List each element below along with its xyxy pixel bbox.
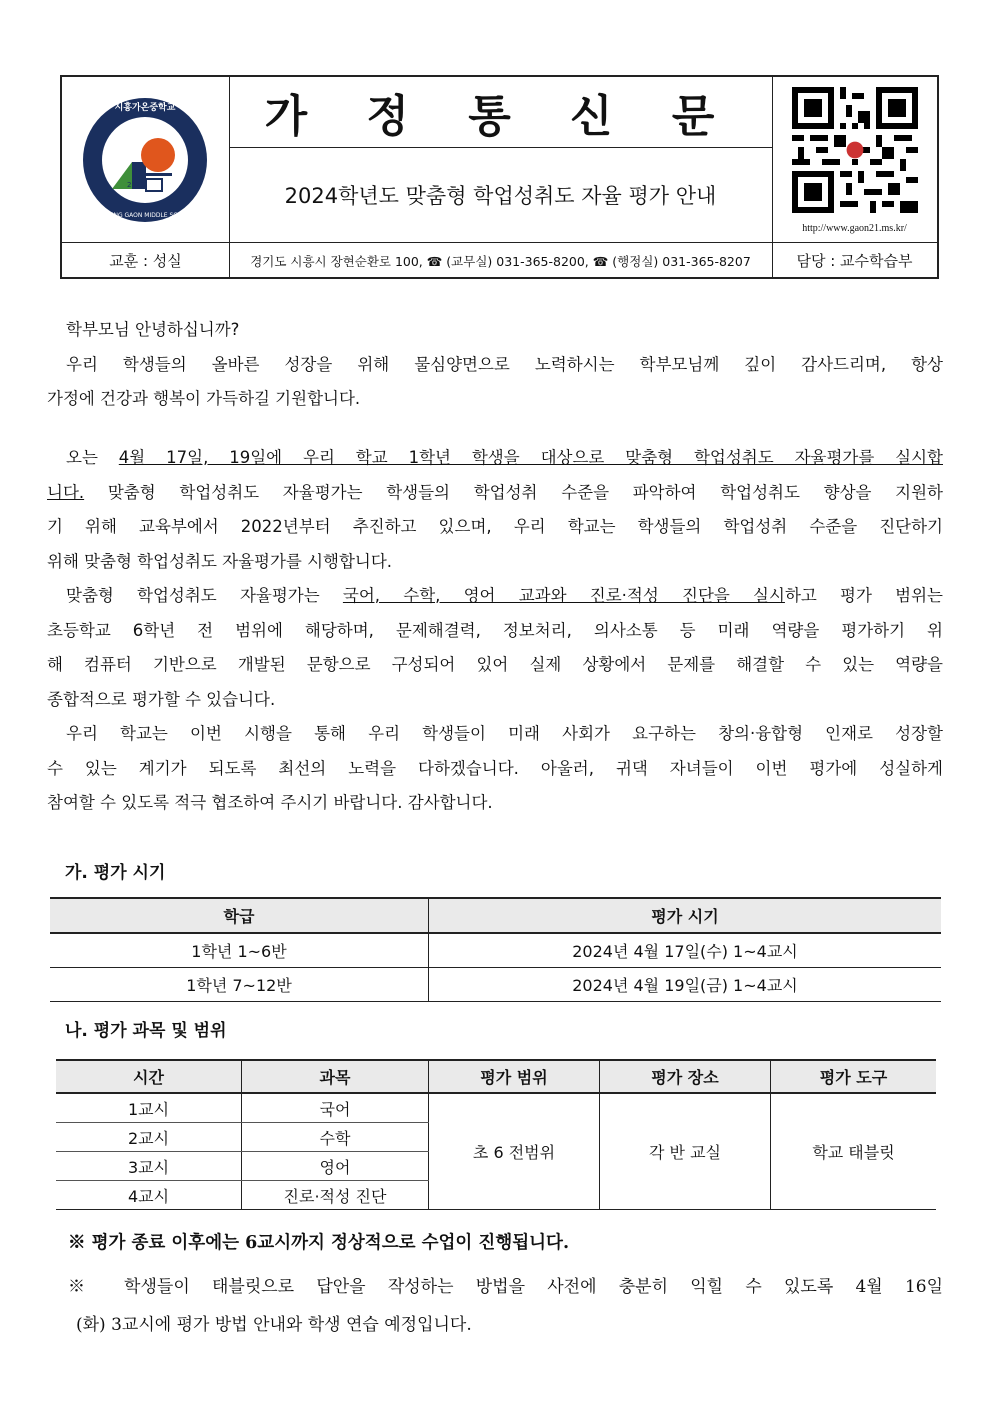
note-practice-line2: (화) 3교시에 평가 방법 안내와 학생 연습 예정입니다. bbox=[76, 1315, 472, 1335]
school-logo-cell bbox=[62, 77, 230, 242]
greeting-paragraph bbox=[47, 313, 943, 417]
cell-subject: 영어 bbox=[242, 1152, 429, 1181]
letter-header bbox=[60, 75, 939, 279]
school-motto: 교훈 : 성실 bbox=[62, 243, 230, 278]
responsible-dept: 담당 : 교수학습부 bbox=[796, 252, 913, 270]
note-practice bbox=[68, 1268, 943, 1344]
cell-period: 3교시 bbox=[56, 1152, 242, 1181]
cell-place: 각 반 교실 bbox=[600, 1093, 771, 1210]
note-class-continues: ※ 평가 종료 이후에는 6교시까지 정상적으로 수업이 진행됩니다. bbox=[68, 1233, 570, 1253]
cell-subject: 수학 bbox=[242, 1123, 429, 1152]
para3-line1-c: 하고 평가 범위는 bbox=[784, 586, 943, 605]
main-paragraphs bbox=[47, 441, 943, 821]
col-header-subject: 과목 bbox=[242, 1060, 429, 1093]
para3-line1-a: 맞춤형 학업성취도 자율평가는 bbox=[66, 586, 343, 605]
para4-line3: 참여할 수 있도록 적극 협조하여 주시기 바랍니다. 감사합니다. bbox=[47, 793, 493, 812]
para2-line1-b: 4월 17일, 19일에 우리 학교 1학년 학생을 대상으로 맞춤형 학업성취도 자율평가를 실시합 bbox=[118, 448, 943, 467]
cell-subject: 국어 bbox=[242, 1093, 429, 1123]
cell-time: 2024년 4월 17일(수) 1~4교시 bbox=[429, 933, 942, 968]
para1-line2: 가정에 건강과 행복이 가득하길 기원합니다. bbox=[47, 389, 361, 408]
cell-period: 2교시 bbox=[56, 1123, 242, 1152]
cell-class: 1학년 1~6반 bbox=[50, 933, 429, 968]
para3-line2: 초등학교 6학년 전 범위에 해당하며, 문제해결력, 정보처리, 의사소통 등 미래 역량을 평가하기 위 bbox=[47, 620, 943, 640]
para4-line2: 수 있는 계기가 되도록 최선의 노력을 다하겠습니다. 아울러, 귀댁 자녀들이 이번 평가에 성실하게 bbox=[47, 758, 943, 778]
para4-line1: 우리 학교는 이번 시행을 통해 우리 학생들이 미래 사회가 요구하는 창의·융합형 인재로 성장할 bbox=[66, 724, 943, 743]
para2-line2-a: 니다. bbox=[47, 482, 85, 502]
cell-range: 초 6 전범위 bbox=[429, 1093, 600, 1210]
cell-subject: 진로·적성 진단 bbox=[242, 1181, 429, 1210]
para2-line2 bbox=[47, 476, 943, 511]
school-address: 경기도 시흥시 장현순환로 100, ☎ (교무실) 031-365-8200, ☎ (행정실) 031-365-8207 bbox=[229, 243, 773, 278]
page-title: 가 정 통 신 문 bbox=[229, 77, 772, 148]
cell-period: 4교시 bbox=[56, 1181, 242, 1210]
section-b-title: 나. 평가 과목 및 범위 bbox=[65, 1021, 227, 1041]
schedule-table bbox=[50, 897, 941, 1002]
para2-line2-b: 맞춤형 학업성취도 자율평가는 학생들의 학업성취 수준을 파악하여 학업성취도 향상을 지원하 bbox=[84, 482, 943, 502]
cell-time: 2024년 4월 19일(금) 1~4교시 bbox=[429, 968, 942, 1002]
para3-line3: 해 컴퓨터 기반으로 개발된 문항으로 구성되어 있어 실제 상황에서 문제를 해결할 수 있는 역량을 bbox=[47, 655, 943, 674]
table-header-row bbox=[50, 898, 941, 933]
cell-tool: 학교 태블릿 bbox=[771, 1093, 937, 1210]
col-header-period: 시간 bbox=[56, 1060, 242, 1093]
col-header-range: 평가 범위 bbox=[429, 1060, 600, 1093]
logo-text-top: 시흥가온중학교 bbox=[114, 103, 176, 113]
subject-table bbox=[56, 1059, 936, 1210]
table-row bbox=[50, 933, 941, 968]
col-header-tool: 평가 도구 bbox=[771, 1060, 937, 1093]
para2-line4: 위해 맞춤형 학업성취도 자율평가를 시행합니다. bbox=[47, 551, 393, 571]
table-row bbox=[50, 968, 941, 1002]
info-row bbox=[62, 242, 937, 278]
section-a-title: 가. 평가 시기 bbox=[65, 863, 166, 883]
qr-code-icon[interactable] bbox=[792, 87, 918, 213]
table-row bbox=[56, 1093, 936, 1123]
para1-line1: 우리 학생들의 올바른 성장을 위해 물심양면으로 노력하시는 학부모님께 깊이 감사드리며, 항상 bbox=[66, 354, 943, 374]
para3-line4: 종합적으로 평가할 수 있습니다. bbox=[47, 689, 276, 709]
title-cell bbox=[229, 77, 773, 242]
note-practice-line1: ※ 학생들이 태블릿으로 답안을 작성하는 방법을 사전에 충분히 익힐 수 있도록 4월 16일 bbox=[68, 1277, 943, 1297]
para3-line1-b: 국어, 수학, 영어 교과와 진로·적성 진단을 실시 bbox=[342, 586, 785, 605]
logo-text-bottom: SIHEUNG GAON MIDDLE SCHOOL bbox=[95, 212, 195, 219]
greeting: 학부모님 안녕하십니까? bbox=[66, 320, 240, 339]
cell-class: 1학년 7~12반 bbox=[50, 968, 429, 1002]
page-subtitle: 2024학년도 맞춤형 학업성취도 자율 평가 안내 bbox=[284, 183, 717, 208]
cell-period: 1교시 bbox=[56, 1093, 242, 1123]
col-header-place: 평가 장소 bbox=[600, 1060, 771, 1093]
para2-line1-a: 오는 bbox=[66, 448, 119, 467]
col-header-class: 학급 bbox=[50, 898, 429, 933]
school-logo bbox=[62, 77, 229, 242]
para2-line3: 기 위해 교육부에서 2022년부터 추진하고 있으며, 우리 학교는 학생들의 학업성취 수준을 진단하기 bbox=[47, 517, 943, 536]
para3-line1 bbox=[47, 579, 943, 614]
logo-year: 2021 bbox=[127, 181, 145, 189]
table-header-row bbox=[56, 1060, 936, 1093]
school-url[interactable]: http://www.gaon21.ms.kr/ bbox=[802, 223, 907, 234]
para2-line1 bbox=[47, 441, 943, 476]
col-header-time: 평가 시기 bbox=[429, 898, 942, 933]
qr-cell bbox=[772, 77, 937, 242]
